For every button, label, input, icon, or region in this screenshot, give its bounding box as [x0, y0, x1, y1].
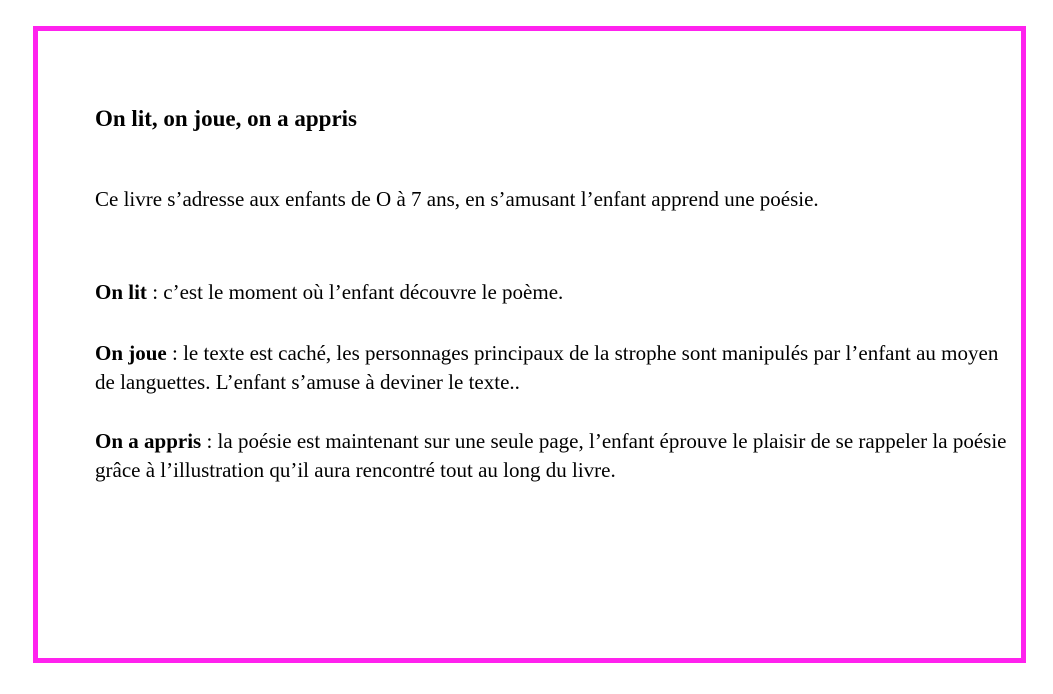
document-title: On lit, on joue, on a appris: [95, 106, 357, 131]
section-text: : le texte est caché, les personnages principaux de la strophe sont manipulés par l’enfant au moyen de languettes. L’enfant s’amuse à deviner le texte..: [95, 341, 999, 394]
section-term: On joue: [95, 341, 167, 365]
section-on-joue: [95, 339, 1015, 396]
section-text: : la poésie est maintenant sur une seule page, l’enfant éprouve le plaisir de se rappeler la poésie grâce à l’illustration qu’il aura rencontré tout au long du livre.: [95, 429, 1007, 482]
section-on-lit: [95, 278, 1015, 307]
section-text: : c’est le moment où l’enfant découvre le poème.: [146, 280, 564, 304]
section-term: On lit: [95, 280, 147, 304]
intro-paragraph: Ce livre s’adresse aux enfants de O à 7 ans, en s’amusant l’enfant apprend une poésie.: [95, 187, 819, 211]
document-content: [95, 104, 1015, 482]
section-term: On a appris: [95, 429, 202, 453]
section-on-a-appris: [95, 427, 1015, 484]
